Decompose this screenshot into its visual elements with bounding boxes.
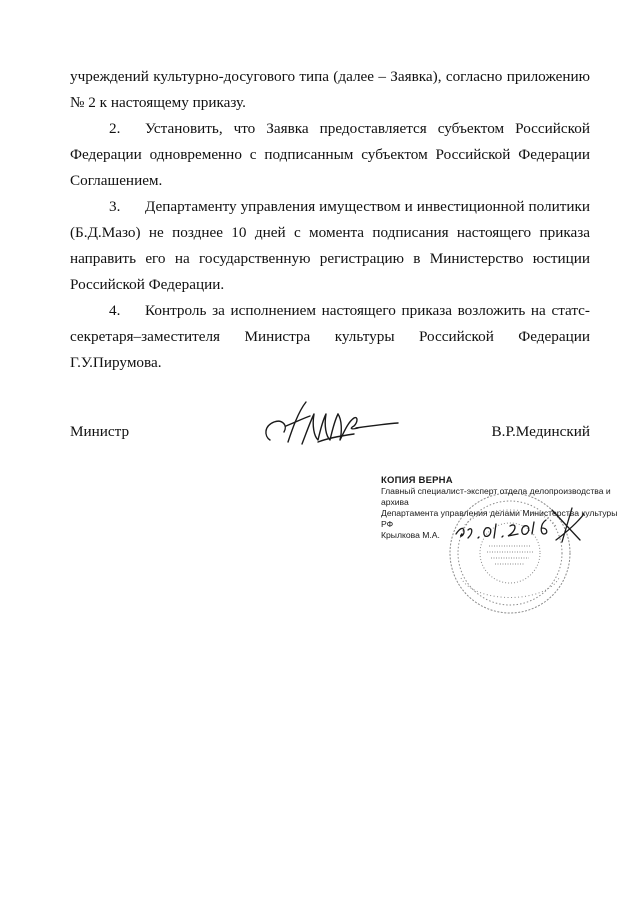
certifier-department: Департамента управления делами Министерства культуры РФ <box>381 508 618 529</box>
paragraph-number: 2. <box>109 120 121 137</box>
paragraph-2 <box>70 116 590 194</box>
handwritten-date-icon <box>452 504 602 544</box>
paragraph-continuation: учреждений культурно-досугового типа (далее – Заявка), согласно приложению № 2 к настоящему приказу. <box>70 68 590 111</box>
paragraph-4 <box>70 298 590 376</box>
paragraph-text: Установить, что Заявка предоставляется субъектом Российской Федерации одновременно с подписанным субъектом Российской Федерации Соглашением. <box>70 120 590 189</box>
paragraph-3 <box>70 194 590 298</box>
certification-header: КОПИЯ ВЕРНА <box>381 475 453 486</box>
signatory-title: Министр <box>70 423 130 440</box>
handwritten-signature-icon <box>258 392 408 462</box>
certifier-name: Крылкова М.А. <box>381 530 440 540</box>
certifier-position: Главный специалист-эксперт отдела делопроизводства и архива <box>381 486 611 507</box>
signatory-name: В.Р.Мединский <box>491 423 590 440</box>
paragraph-text: Контроль за исполнением настоящего приказа возложить на статс-секретаря–заместителя Министра культуры Российской Федерации Г.У.Пирумова. <box>70 302 590 371</box>
paragraph-text: Департаменту управления имуществом и инвестиционной политики (Б.Д.Мазо) не позднее 10 дней с момента подписания настоящего приказа направить его на государственную регистрацию в Министерство юстиции Российской Федерации. <box>70 198 590 293</box>
document-body <box>70 64 590 376</box>
paragraph-number: 4. <box>109 302 121 319</box>
paragraph-number: 3. <box>109 198 121 215</box>
